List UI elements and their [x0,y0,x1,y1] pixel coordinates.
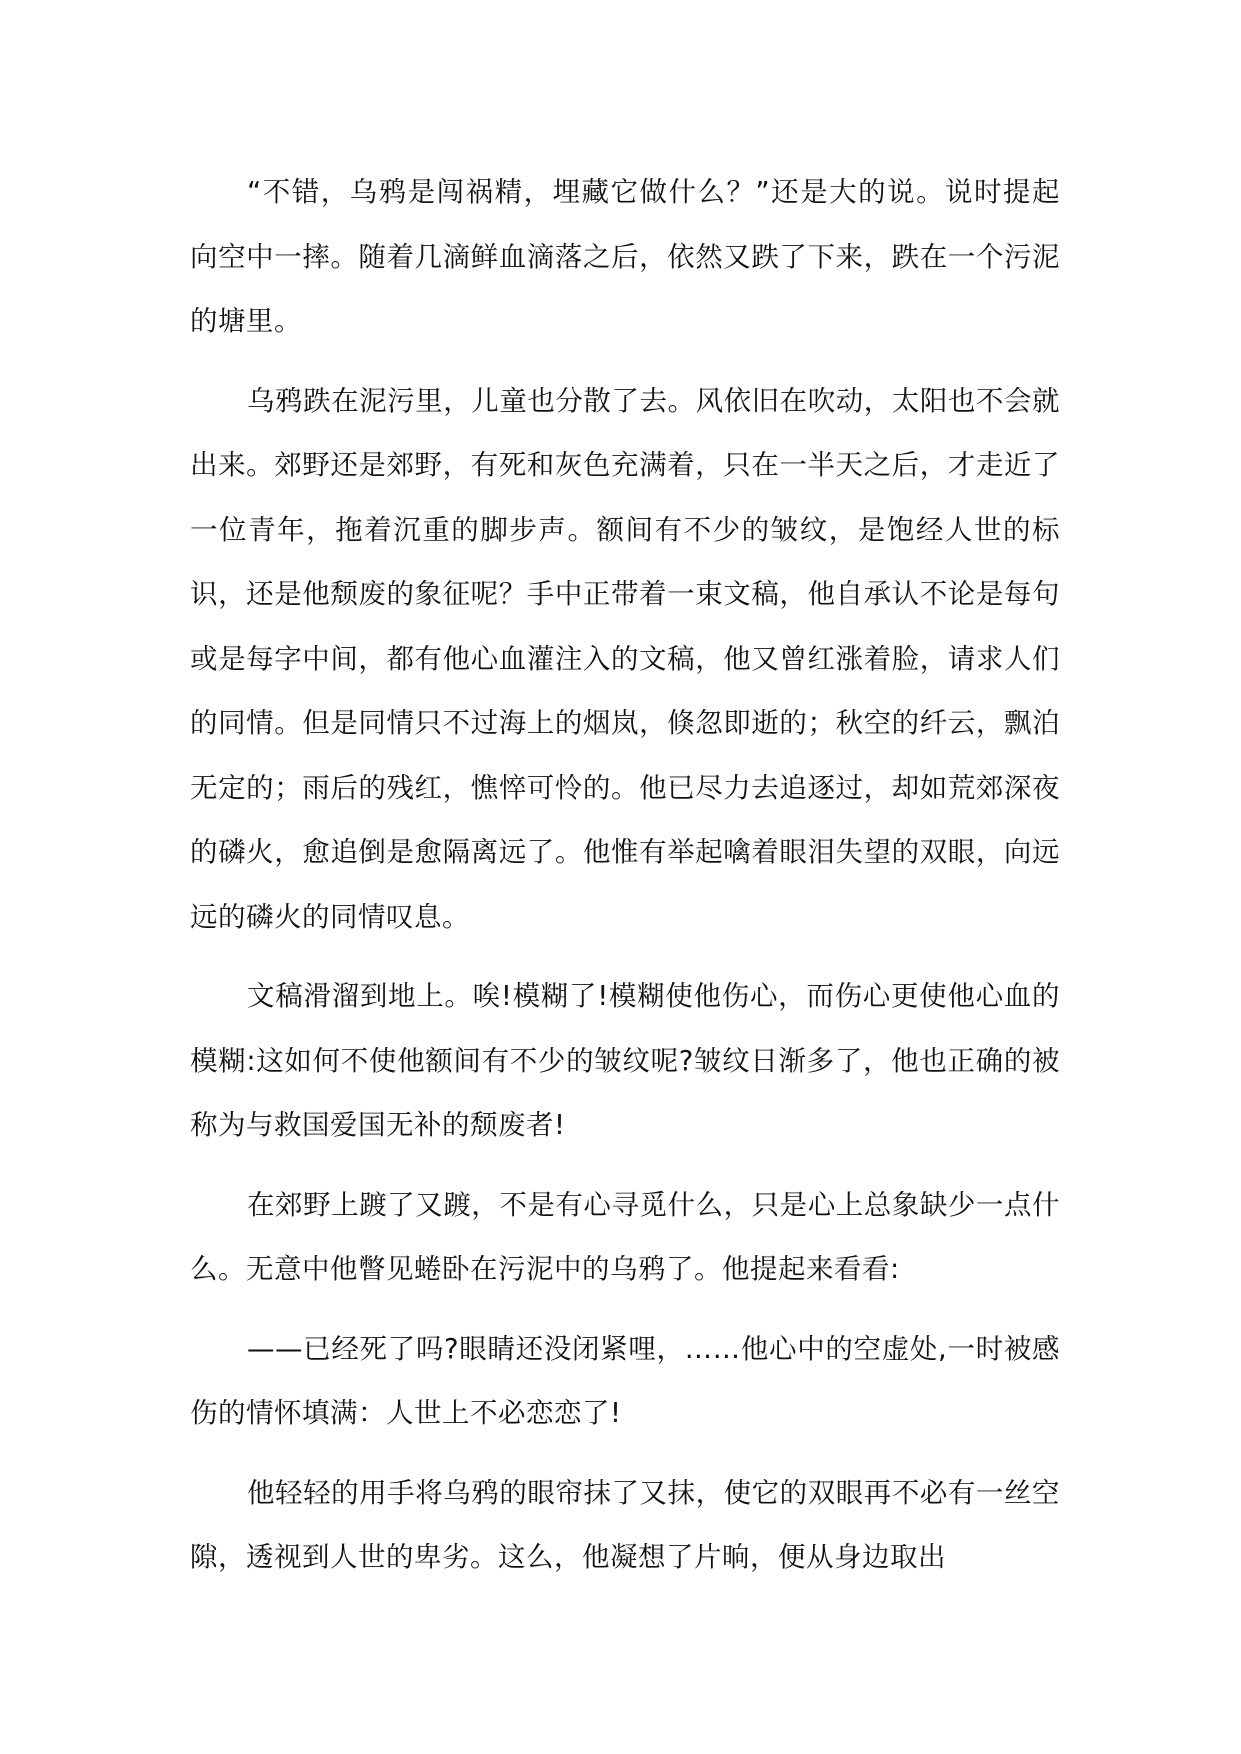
paragraph-6: 他轻轻的用手将乌鸦的眼帘抹了又抹，使它的双眼再不必有一丝空隙，透视到人世的卑劣。这么，他凝想了片晌，便从身边取出 [190,1476,1060,1573]
paragraph-2: 乌鸦跌在泥污里，儿童也分散了去。风依旧在吹动，太阳也不会就出来。郊野还是郊野，有死和灰色充满着，只在一半天之后，才走近了一位青年，拖着沉重的脚步声。额间有不少的皱纹，是饱经人世的标识，还是他颓废的象征呢？手中正带着一束文稿，他自承认不论是每句或是每字中间，都有他心血灌注入的文稿，他又曾红涨着脸，请求人们的同情。但是同情只不过海上的烟岚，倏忽即逝的；秋空的纤云，飘泊无定的；雨后的残红，憔悴可怜的。他已尽力去追逐过，却如荒郊深夜的磷火，愈追倒是愈隔离远了。他惟有举起噙着眼泪失望的双眼，向远远的磷火的同情叹息。 [190,384,1060,933]
paragraph-3: 文稿滑溜到地上。唉!模糊了!模糊使他伤心，而伤心更使他心血的模糊:这如何不使他额间有不少的皱纹呢?皱纹日渐多了，他也正确的被称为与救国爱国无补的颓废者! [190,980,1060,1141]
body-text [190,160,1060,1590]
paragraph-4: 在郊野上踱了又踱，不是有心寻觅什么，只是心上总象缺少一点什么。无意中他瞥见蜷卧在污泥中的乌鸦了。他提起来看看: [190,1188,1060,1285]
paragraph-1: “不错，乌鸦是闯祸精，埋藏它做什么？”还是大的说。说时提起向空中一摔。随着几滴鲜血滴落之后，依然又跌了下来，跌在一个污泥的塘里。 [190,176,1060,337]
paragraph-5: ——已经死了吗?眼睛还没闭紧哩，……他心中的空虚处,一时被感伤的情怀填满：人世上不必恋恋了! [190,1332,1060,1429]
